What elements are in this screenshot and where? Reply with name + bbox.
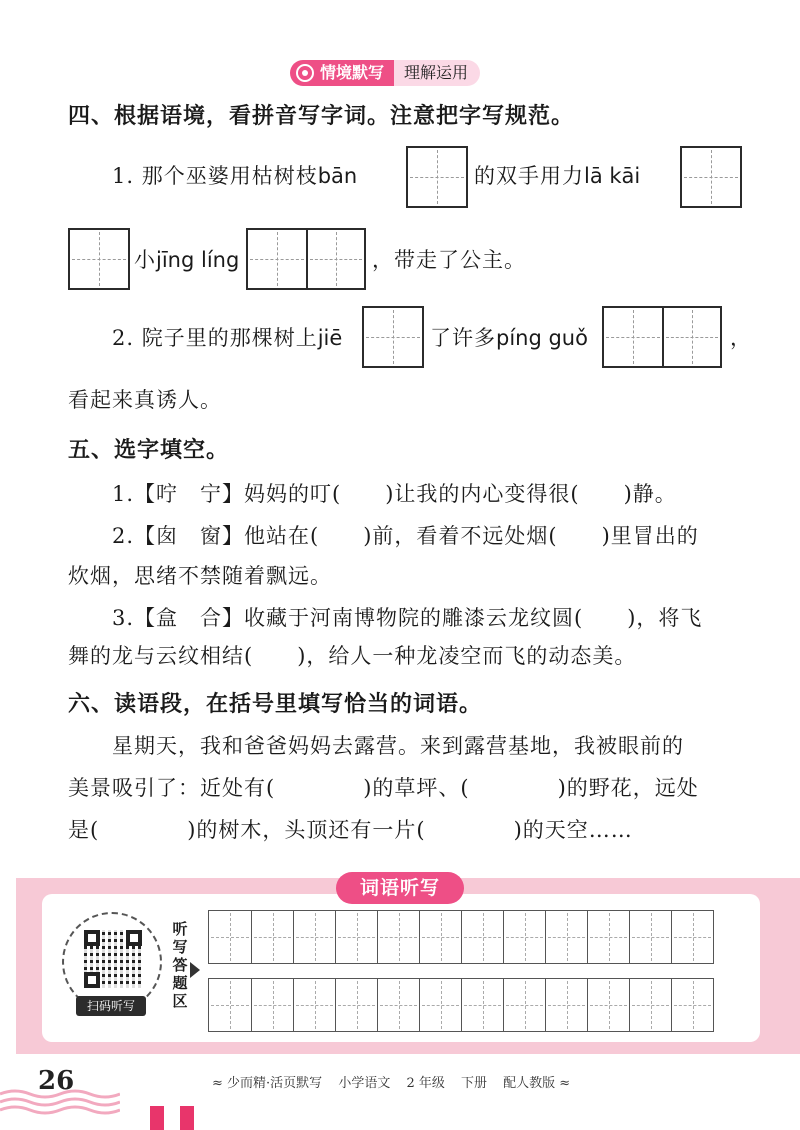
answer-area-label: 听写答题区 (172, 920, 188, 1010)
section4-heading: 四、根据语境，看拼音写字词。注意把字写规范。 (68, 104, 575, 129)
section5-heading: 五、选字填空。 (68, 438, 230, 463)
s5-q1: 1.【咛 宁】妈妈的叮( )让我的内心变得很( )静。 (112, 482, 677, 506)
arrow-right-icon (190, 962, 200, 978)
s5-q2a: 2.【囱 窗】他站在( )前，看着不远处烟( )里冒出的 (112, 524, 699, 548)
qr-corner-bl (84, 972, 100, 988)
edge-mark-1 (150, 1106, 164, 1130)
answer-box-ban[interactable] (406, 146, 468, 208)
s4-line2-a: 小jīng líng (134, 248, 240, 272)
s4-line4: 看起来真诱人。 (68, 388, 222, 412)
tag-left (290, 60, 394, 86)
qr-corner-tr (126, 930, 142, 946)
s5-q3a: 3.【盒 合】收藏于河南博物院的雕漆云龙纹圆( )，将飞 (112, 606, 703, 630)
s4-line3-b: 了许多píng guǒ (430, 326, 588, 350)
qr-label: 扫码听写 (76, 996, 146, 1016)
tag-right-label: 理解运用 (394, 60, 480, 86)
answer-box-jingling[interactable] (246, 228, 366, 290)
wave-decoration (0, 1086, 120, 1116)
answer-box-jie[interactable] (362, 306, 424, 368)
page-number: 26 (38, 1066, 75, 1096)
qr-corner-tl (84, 930, 100, 946)
s4-line1-a: 1. 那个巫婆用枯树枝bān (112, 164, 358, 188)
section6-heading: 六、读语段，在括号里填写恰当的词语。 (68, 692, 483, 717)
footer-info: ≈ 少而精·活页默写 小学语文 2 年级 下册 配人教版 ≈ (212, 1076, 571, 1091)
answer-box-lakai[interactable] (680, 146, 742, 208)
answer-box-pingguo[interactable] (602, 306, 722, 368)
s4-line2-b: ，带走了公主。 (372, 248, 526, 272)
s4-line3-c: ， (730, 326, 752, 350)
s5-q3b: 舞的龙与云纹相结( )，给人一种龙凌空而飞的动态美。 (68, 644, 637, 668)
s6-p2: 美景吸引了：近处有( )的草坪、( )的野花，远处 (68, 776, 699, 800)
s6-p1: 星期天，我和爸爸妈妈去露营。来到露营基地，我被眼前的 (112, 734, 684, 758)
s4-line1-b: 的双手用力lā kāi (474, 164, 641, 188)
dictation-grid-row-1[interactable] (208, 910, 714, 964)
s4-line3-a: 2. 院子里的那棵树上jiē (112, 326, 343, 350)
edge-mark-2 (180, 1106, 194, 1130)
medal-icon (296, 64, 314, 82)
tag-left-label: 情境默写 (320, 63, 385, 82)
dictation-grid-row-2[interactable] (208, 978, 714, 1032)
answer-box-kai2[interactable] (68, 228, 130, 290)
dictation-title: 词语听写 (336, 872, 464, 904)
s6-p3: 是( )的树木，头顶还有一片( )的天空…… (68, 818, 633, 842)
s5-q2b: 炊烟，思绪不禁随着飘远。 (68, 564, 332, 588)
section-tag (290, 60, 480, 86)
